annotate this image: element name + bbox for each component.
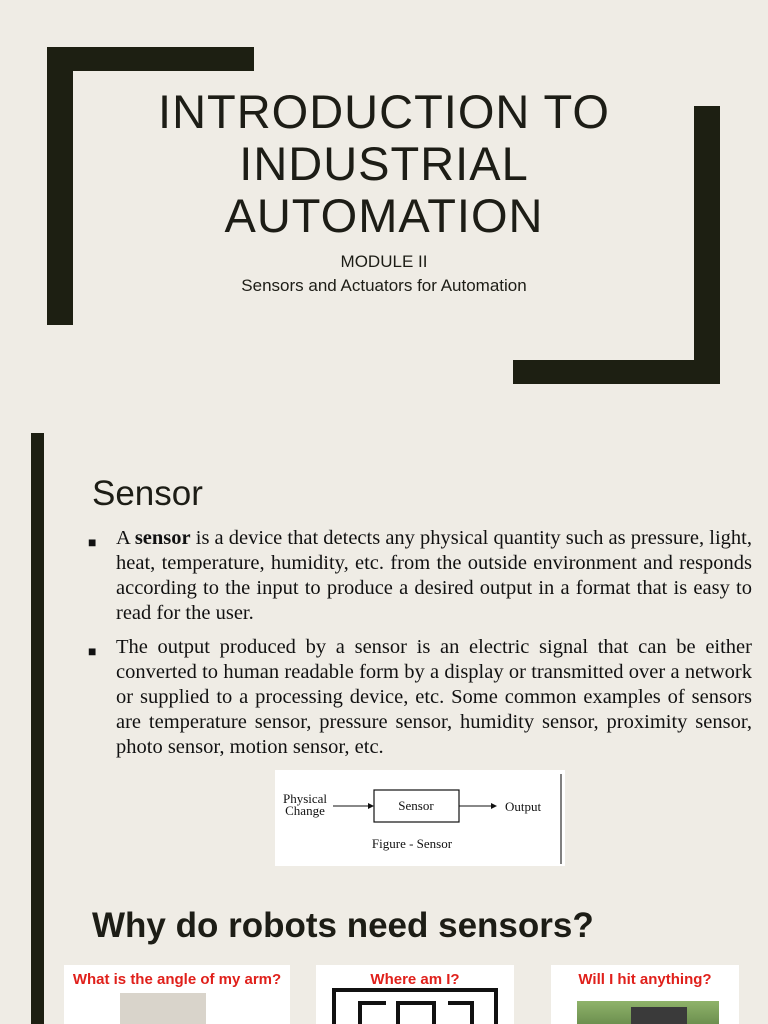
bullet-prefix: A bbox=[116, 527, 135, 549]
bullet-rest: is a device that detects any physical quantity such as pressure, light, heat, temperature, humidity, etc. from the outside environment and responds according to the input to produce a desired output in a format that is easy to read for the user. bbox=[116, 527, 752, 624]
frame-bottom-right-horizontal bbox=[513, 360, 720, 384]
why-heading: Why do robots need sensors? bbox=[92, 906, 594, 945]
title-line-3: AUTOMATION bbox=[224, 189, 544, 242]
title-slide bbox=[0, 0, 768, 410]
output-label: Output bbox=[504, 799, 542, 814]
frame-top-left-horizontal bbox=[47, 47, 254, 71]
input-arrow-head bbox=[368, 803, 374, 809]
maze-icon bbox=[316, 965, 514, 1024]
input-label-line-1: Physical bbox=[282, 791, 328, 806]
slide-accent-bar bbox=[31, 433, 44, 1024]
slide-title bbox=[0, 86, 768, 242]
slide-subtitle: Sensors and Actuators for Automation bbox=[241, 276, 527, 295]
bullet-text: The output produced by a sensor is an electric signal that can be either converted to human readable form by a display or transmitted over a network or supplied to a processing device, etc. Some common examples of sensors are temperature sensor, pressure sensor, humidity sensor, proximity sensor, photo sensor, motion sensor, etc. bbox=[116, 636, 752, 758]
input-label-line-2: Change bbox=[285, 803, 325, 818]
arm-angle-card bbox=[64, 965, 290, 1024]
card-label: Will I hit anything? bbox=[578, 971, 712, 988]
card-label: Where am I? bbox=[370, 971, 460, 988]
module-label: MODULE II bbox=[340, 252, 428, 271]
card-label: What is the angle of my arm? bbox=[72, 971, 282, 988]
bullet-list bbox=[88, 526, 752, 769]
bullet-bold-term: sensor bbox=[134, 527, 191, 549]
sensor-box-label: Sensor bbox=[398, 798, 434, 813]
location-card bbox=[316, 965, 514, 1024]
list-item bbox=[88, 635, 752, 760]
title-line-1: INTRODUCTION TO bbox=[158, 85, 610, 138]
robot-arm-image bbox=[120, 993, 206, 1024]
bullet-square-icon: ■ bbox=[88, 536, 97, 551]
rover-body bbox=[631, 1007, 687, 1024]
output-arrow-head bbox=[491, 803, 497, 809]
sensor-heading: Sensor bbox=[92, 474, 203, 513]
list-item bbox=[88, 526, 752, 626]
bullet-square-icon: ■ bbox=[88, 645, 97, 660]
bullet-text bbox=[116, 526, 752, 626]
sensor-figure bbox=[275, 770, 565, 866]
figure-caption: Figure - Sensor bbox=[371, 836, 453, 851]
collision-card bbox=[551, 965, 739, 1024]
title-line-2: INDUSTRIAL bbox=[239, 137, 529, 190]
sensor-diagram bbox=[275, 770, 565, 866]
